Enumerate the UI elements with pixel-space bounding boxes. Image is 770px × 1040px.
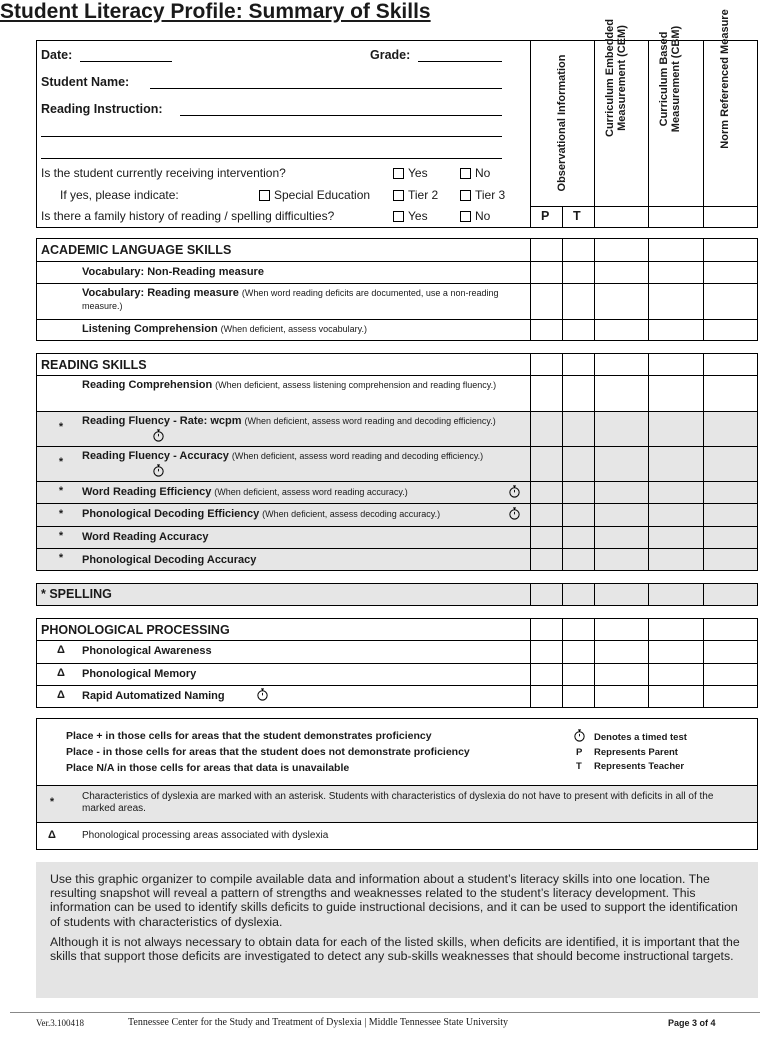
family-history-yes-checkbox[interactable] bbox=[393, 211, 404, 222]
phon-decoding-efficiency-row: Phonological Decoding Efficiency (When deficient, assess decoding accuracy.) bbox=[82, 508, 441, 520]
student-name-label: Student Name: bbox=[41, 75, 130, 89]
reading-instruction-line-3[interactable] bbox=[41, 158, 502, 159]
spelling-section-title: * SPELLING bbox=[41, 587, 112, 601]
date-label: Date: bbox=[41, 48, 73, 62]
family-history-question: Is there a family history of reading / spelling difficulties? bbox=[41, 209, 335, 223]
intervention-yes-label: Yes bbox=[408, 166, 428, 180]
legend-timed: Denotes a timed test bbox=[594, 732, 687, 743]
vocab-reading-row: Vocabulary: Reading measure (When word reading deficits are documented, use a non-reading measure.) bbox=[82, 287, 499, 311]
legend-parent-key: P bbox=[576, 747, 583, 758]
asterisk-marker: * bbox=[58, 508, 64, 520]
tier3-checkbox[interactable] bbox=[460, 190, 471, 201]
reading-section-title: READING SKILLS bbox=[41, 358, 147, 372]
col-cbm: Curriculum Based Measurement (CBM) bbox=[658, 25, 682, 133]
if-yes-label: If yes, please indicate: bbox=[60, 188, 179, 202]
stopwatch-icon bbox=[152, 429, 165, 442]
phon-memory-row: Phonological Memory bbox=[82, 668, 197, 680]
asterisk-note: Characteristics of dyslexia are marked with an asterisk. Students with characteristics of dyslexia do not have to present with deficits in all of the marked areas. bbox=[82, 791, 714, 814]
spelling-section bbox=[36, 583, 758, 606]
legend-na: Place N/A in those cells for areas that data is unavailable bbox=[66, 762, 350, 774]
stopwatch-icon bbox=[508, 507, 521, 520]
fluency-rate-row: Reading Fluency - Rate: wcpm (When deficient, assess word reading and decoding efficiency.) bbox=[82, 415, 496, 427]
word-efficiency-row: Word Reading Efficiency (When deficient, assess word reading accuracy.) bbox=[82, 486, 408, 498]
col-parent: P bbox=[541, 209, 550, 223]
phon-decoding-accuracy-row: Phonological Decoding Accuracy bbox=[82, 554, 257, 566]
reading-comp-row: Reading Comprehension (When deficient, assess listening comprehension and reading fluency.) bbox=[82, 379, 497, 391]
stopwatch-icon bbox=[508, 485, 521, 498]
col-observational: Observational Information bbox=[556, 54, 568, 192]
reading-instruction-field[interactable] bbox=[180, 115, 502, 116]
academic-section-title: ACADEMIC LANGUAGE SKILLS bbox=[41, 243, 232, 257]
asterisk-marker: * bbox=[58, 421, 64, 433]
listening-row: Listening Comprehension (When deficient, assess vocabulary.) bbox=[82, 323, 368, 335]
special-education-checkbox[interactable] bbox=[259, 190, 270, 201]
date-field[interactable] bbox=[80, 61, 172, 62]
delta-marker: Δ bbox=[57, 689, 65, 701]
footer-center: Tennessee Center for the Study and Treatment of Dyslexia | Middle Tennessee State University bbox=[128, 1017, 509, 1028]
tier3-label: Tier 3 bbox=[475, 188, 506, 202]
instructions-paragraph-2: Although it is not always necessary to obtain data for each of the listed skills, when deficits are identified, it is important that the skills that support those deficits are investigated to detect any sub-skills weaknesses that should become instructional targets. bbox=[50, 934, 740, 964]
asterisk-marker: * bbox=[58, 456, 64, 468]
phon-awareness-row: Phonological Awareness bbox=[82, 645, 212, 657]
ran-row: Rapid Automatized Naming bbox=[82, 690, 225, 702]
family-history-no-label: No bbox=[475, 209, 491, 223]
word-accuracy-row: Word Reading Accuracy bbox=[82, 531, 209, 543]
tier2-label: Tier 2 bbox=[408, 188, 439, 202]
grade-field[interactable] bbox=[418, 61, 502, 62]
col-teacher: T bbox=[573, 209, 581, 223]
vocab-nonreading-row: Vocabulary: Non-Reading measure bbox=[82, 266, 264, 278]
col-norm: Norm Referenced Measure bbox=[719, 9, 731, 149]
phonological-section-title: PHONOLOGICAL PROCESSING bbox=[41, 623, 230, 637]
stopwatch-icon bbox=[256, 688, 269, 701]
reading-instruction-label: Reading Instruction: bbox=[41, 102, 163, 116]
asterisk-marker: * bbox=[58, 530, 64, 542]
legend-plus: Place + in those cells for areas that the student demonstrates proficiency bbox=[66, 730, 432, 742]
intervention-no-checkbox[interactable] bbox=[460, 168, 471, 179]
legend-parent: Represents Parent bbox=[594, 747, 678, 758]
instructions-paragraph-1: Use this graphic organizer to compile available data and information about a student’s literacy skills into one location. The resulting snapshot will reveal a pattern of strengths and weaknesses related to the student’s literacy development. This information can be used to identify skills deficits to guide instructional decisions, and it can be used to support the identification of students with characteristics of dyslexia. bbox=[50, 872, 738, 929]
delta-marker: Δ bbox=[57, 667, 65, 679]
asterisk-marker: * bbox=[58, 552, 64, 564]
asterisk-marker: * bbox=[58, 485, 64, 497]
intervention-question: Is the student currently receiving intervention? bbox=[41, 166, 286, 180]
col-cem: Curriculum Embedded Measurement (CEM) bbox=[604, 19, 628, 137]
fluency-accuracy-row: Reading Fluency - Accuracy (When deficient, assess word reading and decoding efficiency.) bbox=[82, 450, 484, 462]
delta-note: Phonological processing areas associated with dyslexia bbox=[82, 830, 329, 841]
page-title: Student Literacy Profile: Summary of Skills bbox=[0, 0, 431, 23]
delta-marker: Δ bbox=[48, 829, 56, 841]
asterisk-marker: * bbox=[49, 796, 55, 808]
grade-label: Grade: bbox=[370, 48, 411, 62]
special-education-label: Special Education bbox=[274, 188, 371, 202]
reading-instruction-line-2[interactable] bbox=[41, 136, 502, 137]
stopwatch-icon bbox=[152, 464, 165, 477]
instructions-box bbox=[36, 862, 758, 998]
intervention-yes-checkbox[interactable] bbox=[393, 168, 404, 179]
legend-teacher: Represents Teacher bbox=[594, 761, 685, 772]
legend-minus: Place - in those cells for areas that the student does not demonstrate proficiency bbox=[66, 746, 470, 758]
footer-page: Page 3 of 4 bbox=[668, 1018, 716, 1028]
tier2-checkbox[interactable] bbox=[393, 190, 404, 201]
family-history-yes-label: Yes bbox=[408, 209, 428, 223]
footer-version: Ver.3.100418 bbox=[36, 1018, 84, 1028]
stopwatch-icon bbox=[573, 729, 586, 742]
student-name-field[interactable] bbox=[150, 88, 502, 89]
legend-teacher-key: T bbox=[576, 761, 582, 772]
intervention-no-label: No bbox=[475, 166, 491, 180]
delta-marker: Δ bbox=[57, 644, 65, 656]
family-history-no-checkbox[interactable] bbox=[460, 211, 471, 222]
